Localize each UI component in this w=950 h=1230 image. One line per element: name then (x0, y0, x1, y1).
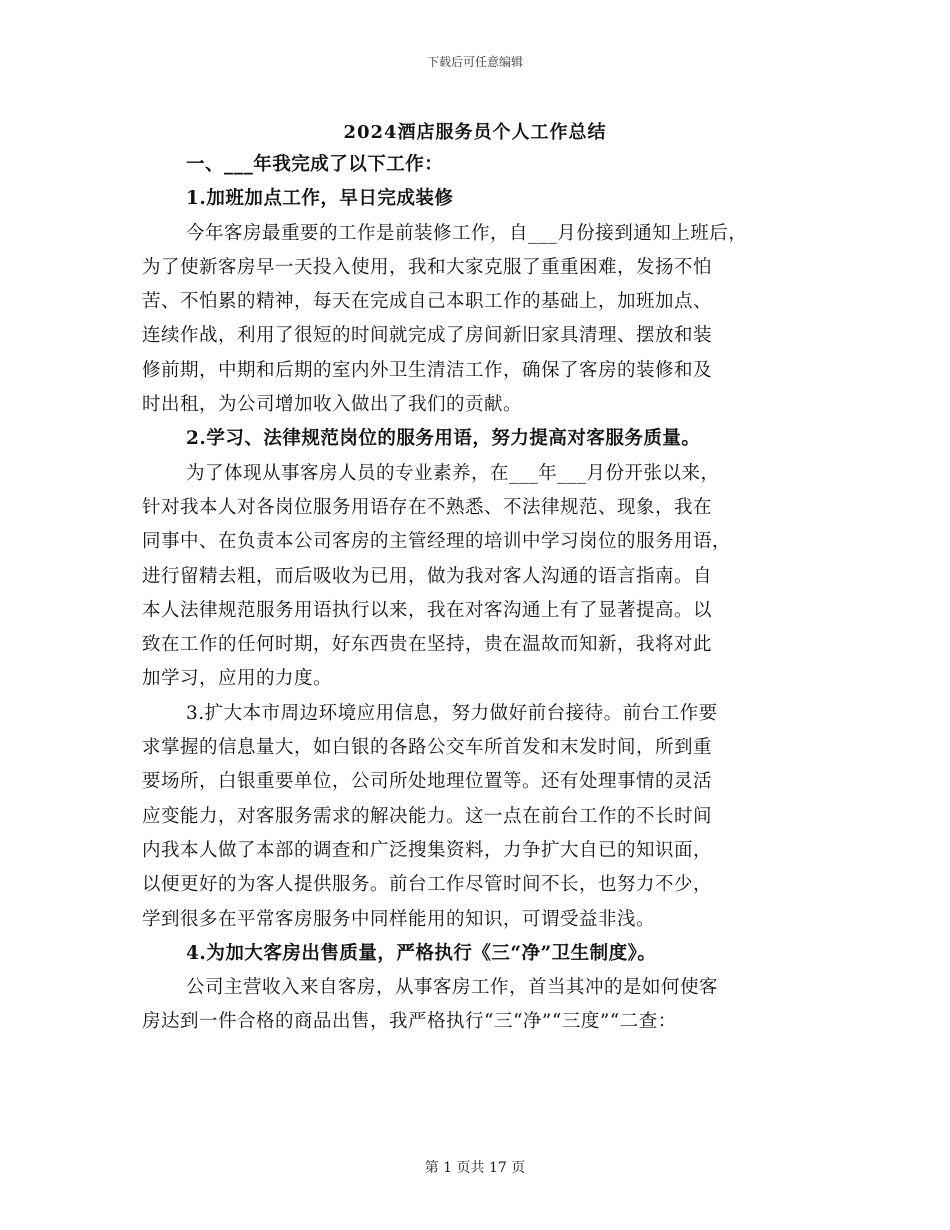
paragraph-line: 本人法律规范服务用语执行以来，我在对客沟通上有了显著提高。以 (142, 599, 713, 621)
paragraph-line: 学到很多在平常客房服务中同样能用的知识，可谓受益非浅。 (142, 908, 656, 930)
paragraph-line: 房达到一件合格的商品出售，我严格执行“三“净”“三度”“二查： (142, 1011, 677, 1033)
paragraph-line: 同事中、在负责本公司客房的主管经理的培训中学习岗位的服务用语， (142, 531, 732, 553)
section-heading: 一、___年我完成了以下工作： (186, 154, 444, 175)
document-body (142, 148, 810, 1040)
document-title: 2024酒店服务员个人工作总结 (343, 122, 607, 143)
paragraph-line: 内我本人做了本部的调查和广泛搜集资料，力争扩大自已的知识面， (142, 839, 713, 861)
paragraph-line: 3.扩大本市周边环境应用信息，努力做好前台接待。前台工作要 (186, 702, 718, 724)
paragraph-line: 时出租，为公司增加收入做出了我们的贡献。 (142, 394, 523, 416)
paragraph-line: 以便更好的为客人提供服务。前台工作尽管时间不长，也努力不少， (142, 874, 713, 896)
section-heading: 2.学习、法律规范岗位的服务用语，努力提高对客服务质量。 (186, 428, 701, 450)
paragraph-line: 加学习，应用的力度。 (142, 668, 333, 690)
paragraph-line: 公司主营收入来自客房，从事客房工作，首当其冲的是如何使客 (186, 977, 719, 999)
paragraph-line: 苦、不怕累的精神，每天在完成自己本职工作的基础上，加班加点、 (142, 291, 713, 313)
paragraph-line: 进行留精去粗，而后吸收为已用，做为我对客人沟通的语言指南。自 (142, 565, 713, 587)
paragraph-line: 要场所，白银重要单位，公司所处地理位置等。还有处理事情的灵活 (142, 771, 713, 793)
paragraph-line: 求掌握的信息量大，如白银的各路公交车所首发和末发时间，所到重 (142, 737, 713, 759)
section-heading: 4.为加大客房出售质量，严格执行《三“净”卫生制度》。 (186, 942, 657, 964)
paragraph-line: 修前期，中期和后期的室内外卫生清洁工作，确保了客房的装修和及 (142, 359, 713, 381)
paragraph-line: 应变能力，对客服务需求的解决能力。这一点在前台工作的不长时间 (142, 805, 713, 827)
paragraph-line: 今年客房最重要的工作是前装修工作，自___月份接到通知上班后， (186, 222, 748, 244)
page-footer: 第 1 页共 17 页 (424, 1160, 526, 1176)
paragraph-line: 针对我本人对各岗位服务用语存在不熟悉、不法律规范、现象，我在 (142, 496, 713, 518)
paragraph-line: 为了使新客房早一天投入使用，我和大家克服了重重困难，发扬不怕 (142, 256, 713, 278)
paragraph-line: 连续作战，利用了很短的时间就完成了房间新旧家具清理、摆放和装 (142, 325, 713, 347)
paragraph-line: 为了体现从事客房人员的专业素养，在___年___月份开张以来， (186, 462, 720, 484)
section-heading: 1.加班加点工作，早日完成装修 (186, 188, 454, 210)
header-note: 下载后可任意编辑 (426, 55, 523, 69)
paragraph-line: 致在工作的任何时期，好东西贵在坚持，贵在温故而知新，我将对此 (142, 634, 713, 656)
